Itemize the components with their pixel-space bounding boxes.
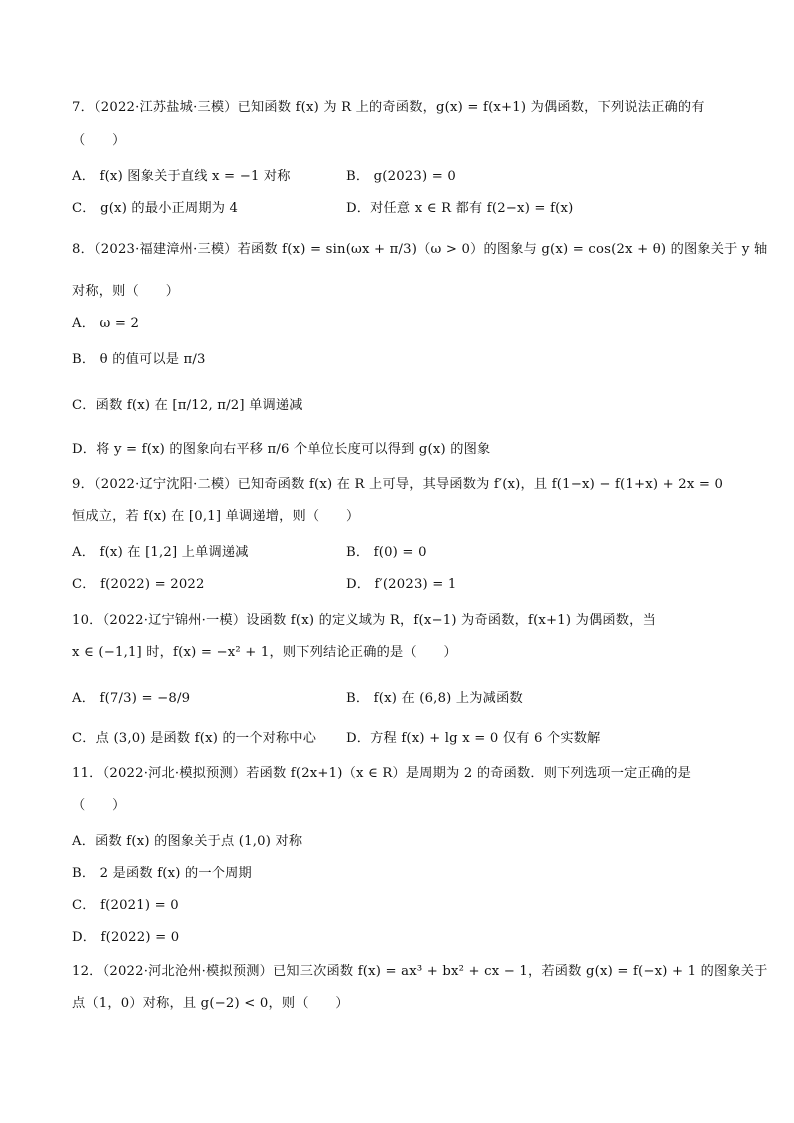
q11-stem-line-2: （ ） xyxy=(72,798,126,813)
q11-option-c: C． f(2021) = 0 xyxy=(72,898,179,913)
q7-option-d: D．对任意 x ∈ R 都有 f(2−x) = f(x) xyxy=(346,201,574,216)
q8-option-d: D．将 y = f(x) 的图象向右平移 π/6 个单位长度可以得到 g(x) 的图象 xyxy=(72,442,491,457)
q11-option-d: D． f(2022) = 0 xyxy=(72,930,180,945)
q9-option-a: A． f(x) 在 [1,2] 上单调递减 xyxy=(72,545,249,560)
q8-stem-line-2: 对称，则（ ） xyxy=(72,284,180,299)
q8-option-c: C．函数 f(x) 在 [π/12, π/2] 单调递减 xyxy=(72,398,303,413)
q7-stem-line-2: （ ） xyxy=(72,133,126,148)
q9-option-d: D． f′(2023) = 1 xyxy=(346,577,457,592)
q11-option-b: B． 2 是函数 f(x) 的一个周期 xyxy=(72,866,252,881)
q7-option-b: B． g(2023) = 0 xyxy=(346,169,456,184)
q10-stem-line-1: 10．（2022·辽宁锦州·一模）设函数 f(x) 的定义域为 R，f(x−1) 为奇函数，f(x+1) 为偶函数，当 xyxy=(72,613,656,628)
q8-stem-line-1: 8．（2023·福建漳州·三模）若函数 f(x) = sin(ωx + π/3)（ω > 0）的图象与 g(x) = cos(2x + θ) 的图象关于 y 轴 xyxy=(72,242,768,257)
q12-stem-line-1: 12．（2022·河北沧州·模拟预测）已知三次函数 f(x) = ax³ + bx² + cx − 1，若函数 g(x) = f(−x) + 1 的图象关于 xyxy=(72,964,768,979)
q10-option-a: A． f(7/3) = −8/9 xyxy=(72,691,191,706)
q8-option-a: A． ω = 2 xyxy=(72,316,140,331)
q9-stem-line-2: 恒成立，若 f(x) 在 [0,1] 单调递增，则（ ） xyxy=(72,509,360,524)
q9-option-c: C． f(2022) = 2022 xyxy=(72,577,205,592)
q9-option-b: B． f(0) = 0 xyxy=(346,545,427,560)
q7-option-c: C． g(x) 的最小正周期为 4 xyxy=(72,201,239,216)
q11-stem-line-1: 11．（2022·河北·模拟预测）若函数 f(2x+1)（x ∈ R）是周期为 2 的奇函数．则下列选项一定正确的是 xyxy=(72,766,692,781)
q7-option-a: A． f(x) 图象关于直线 x = −1 对称 xyxy=(72,169,291,184)
q10-stem-line-2: x ∈ (−1,1] 时，f(x) = −x² + 1，则下列结论正确的是（ ） xyxy=(72,645,457,660)
q8-option-b: B． θ 的值可以是 π/3 xyxy=(72,352,206,367)
q10-option-c: C．点 (3,0) 是函数 f(x) 的一个对称中心 xyxy=(72,731,317,746)
q10-option-d: D．方程 f(x) + lg x = 0 仅有 6 个实数解 xyxy=(346,731,601,746)
q7-stem-line-1: 7．（2022·江苏盐城·三模）已知函数 f(x) 为 R 上的奇函数，g(x) = f(x+1) 为偶函数，下列说法正确的有 xyxy=(72,100,705,115)
q9-stem-line-1: 9．（2022·辽宁沈阳·二模）已知奇函数 f(x) 在 R 上可导，其导函数为 f′(x)，且 f(1−x) − f(1+x) + 2x = 0 xyxy=(72,477,724,492)
q12-stem-line-2: 点（1，0）对称，且 g(−2) < 0，则（ ） xyxy=(72,996,349,1011)
q11-option-a: A．函数 f(x) 的图象关于点 (1,0) 对称 xyxy=(72,834,303,849)
q10-option-b: B． f(x) 在 (6,8) 上为减函数 xyxy=(346,691,523,706)
